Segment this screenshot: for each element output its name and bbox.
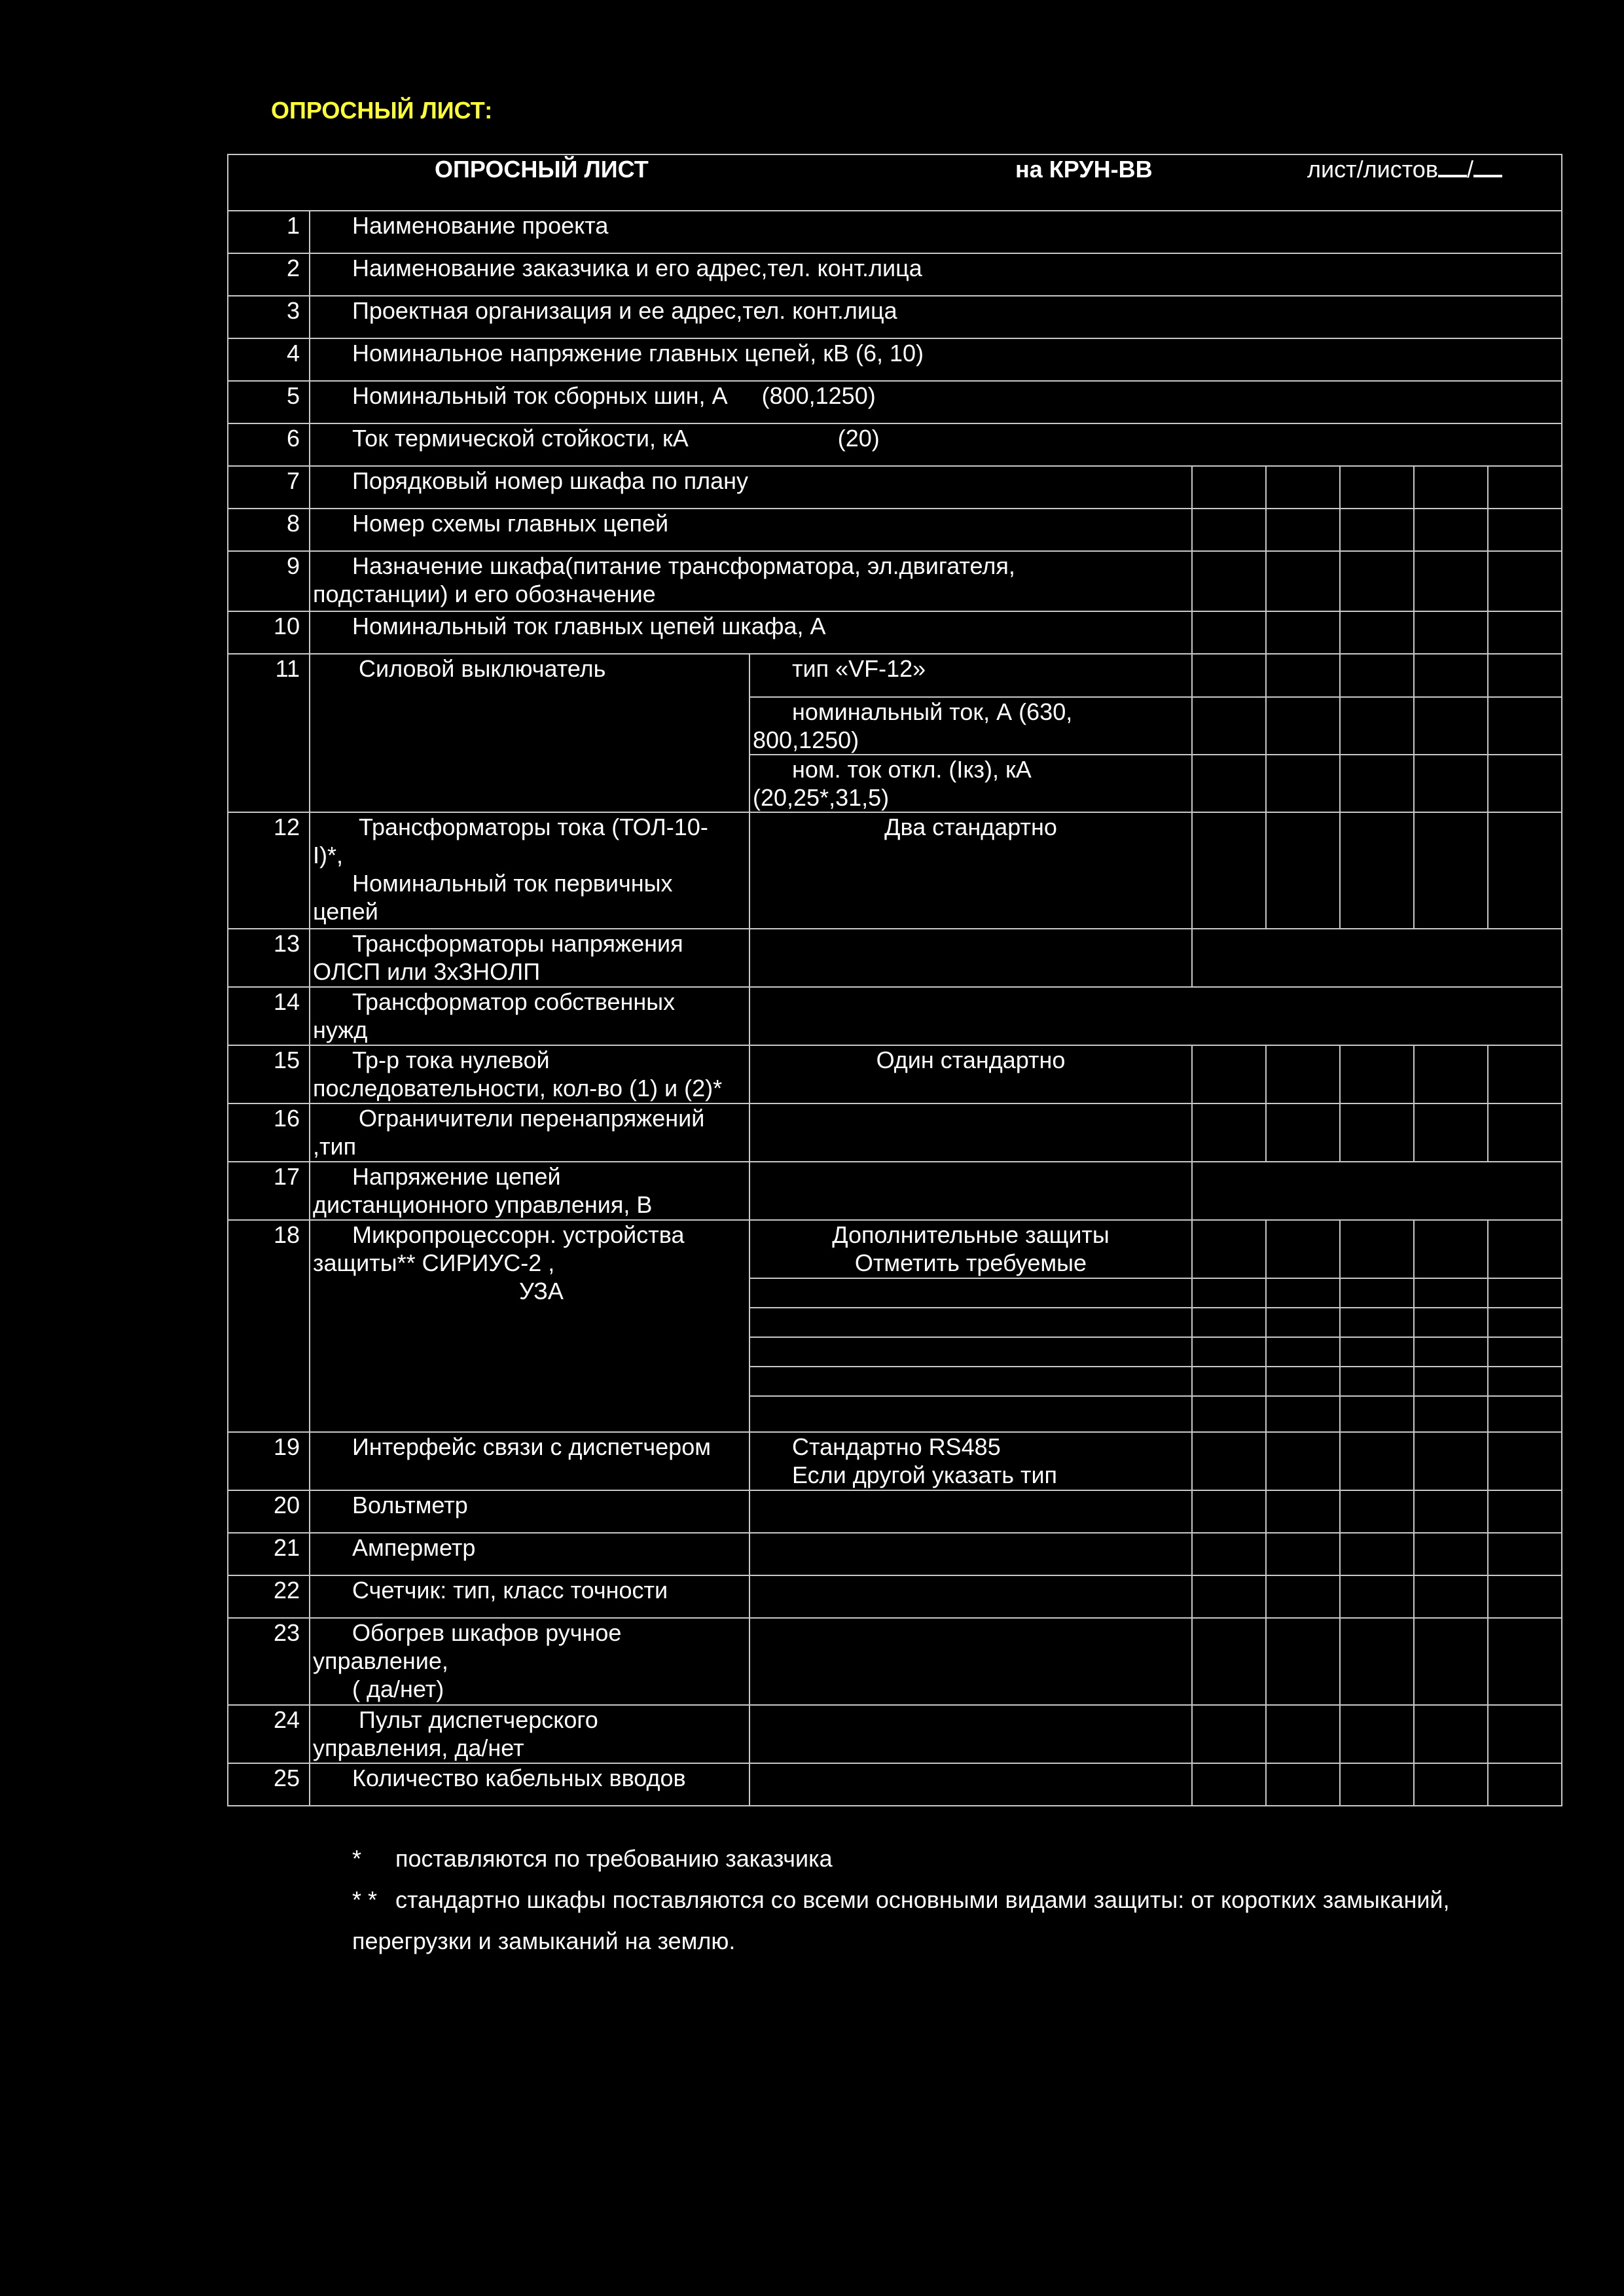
row-number: 2: [228, 253, 310, 296]
entry-cell[interactable]: [1340, 1763, 1414, 1806]
table-row: [228, 1618, 1562, 1705]
table-row: [228, 1432, 1562, 1490]
row-label: Счетчик: тип, класс точности: [352, 1577, 668, 1604]
protection-option-cell[interactable]: [749, 1278, 1192, 1308]
row-label: Наименование заказчика и его адрес,тел. конт.лица: [352, 255, 922, 281]
entry-cell[interactable]: [1192, 755, 1266, 812]
row-label: Амперметр: [352, 1534, 476, 1561]
table-row: [228, 296, 1562, 338]
table-row: [228, 551, 1562, 611]
entry-cell-wide[interactable]: [1192, 929, 1562, 987]
table-row: [228, 1103, 1562, 1162]
row-label-cell: [310, 1763, 749, 1806]
row-label: Силовой выключатель: [359, 655, 606, 682]
entry-cell[interactable]: [1340, 1220, 1414, 1278]
row-number: 8: [228, 509, 310, 551]
option-type: тип «VF-12»: [792, 655, 926, 682]
entry-cell[interactable]: [1340, 551, 1414, 611]
row-number: 21: [228, 1533, 310, 1575]
entry-cell[interactable]: [1414, 611, 1488, 654]
sheet-counter: [1307, 155, 1502, 183]
row-label-cell: [310, 812, 749, 929]
entry-cell[interactable]: [1488, 1367, 1562, 1396]
entry-cell[interactable]: [1266, 1103, 1340, 1162]
sheet-number-blank[interactable]: [1438, 155, 1467, 177]
entry-cell[interactable]: [1340, 755, 1414, 812]
table-row: [228, 654, 1562, 697]
entry-cell[interactable]: [1340, 1575, 1414, 1618]
row-label-line-2: управления, да/нет: [313, 1734, 524, 1761]
row-number: 23: [228, 1618, 310, 1705]
entry-cell[interactable]: [1414, 1396, 1488, 1432]
entry-cell[interactable]: [1266, 611, 1340, 654]
entry-cell[interactable]: [1192, 1490, 1266, 1533]
row-label-line-2: I)*,: [313, 842, 344, 869]
row-label-cell[interactable]: [310, 253, 1562, 296]
row-label-line-1: Пульт диспетчерского: [359, 1706, 598, 1733]
row-label-cell: [310, 1220, 749, 1432]
form-title: ОПРОСНЫЙ ЛИСТ: [435, 156, 649, 183]
entry-cell[interactable]: [1414, 755, 1488, 812]
entry-cell[interactable]: [1192, 1533, 1266, 1575]
table-row: [228, 1533, 1562, 1575]
table-row: [228, 381, 1562, 423]
row-label-cell: [310, 1618, 749, 1705]
row-label-cell[interactable]: [310, 296, 1562, 338]
row-label-line-1: Трансформаторы тока (ТОЛ-10-: [359, 814, 708, 840]
row-label: Интерфейс связи с диспетчером: [352, 1433, 711, 1460]
row-label-cell: [310, 466, 1192, 509]
entry-cell[interactable]: [1414, 551, 1488, 611]
entry-cell[interactable]: [1192, 1337, 1266, 1367]
entry-cell[interactable]: [1414, 509, 1488, 551]
entry-cell[interactable]: [1340, 1045, 1414, 1103]
option-breaking-current-line-2: (20,25*,31,5): [753, 784, 890, 811]
row-label-cell: [310, 611, 1192, 654]
entry-cell[interactable]: [1488, 1045, 1562, 1103]
footnote-mark: *: [352, 1845, 362, 1872]
entry-cell[interactable]: [1340, 1396, 1414, 1432]
row-number: 7: [228, 466, 310, 509]
row-number: 10: [228, 611, 310, 654]
entry-cell[interactable]: [1414, 1763, 1488, 1806]
entry-cell[interactable]: [1488, 1308, 1562, 1337]
table-row: [228, 466, 1562, 509]
questionnaire-table: [227, 154, 1562, 1806]
row-value: Один стандартно: [749, 1045, 1192, 1103]
entry-cell[interactable]: [1340, 1705, 1414, 1763]
entry-cell[interactable]: [1340, 1432, 1414, 1490]
entry-cell[interactable]: [1192, 509, 1266, 551]
row-number: 12: [228, 812, 310, 929]
entry-cell[interactable]: [1192, 654, 1266, 697]
entry-cell[interactable]: [1266, 466, 1340, 509]
row-label-cell: [310, 1490, 749, 1533]
entry-cell[interactable]: [1414, 812, 1488, 929]
row-label-line-1: Ограничители перенапряжений: [359, 1105, 705, 1132]
entry-cell[interactable]: [1340, 509, 1414, 551]
option-breaking-current-line-1: ном. ток откл. (Iкз), кА: [792, 756, 1032, 783]
entry-cell[interactable]: [1192, 1705, 1266, 1763]
entry-cell[interactable]: [1414, 654, 1488, 697]
entry-cell[interactable]: [1488, 551, 1562, 611]
value-entry-cell[interactable]: [749, 929, 1192, 987]
entry-cell[interactable]: [1192, 611, 1266, 654]
row-number: 11: [228, 654, 310, 812]
table-row: [228, 1575, 1562, 1618]
entry-cell[interactable]: [1192, 1618, 1266, 1705]
table-row: [228, 253, 1562, 296]
entry-cell[interactable]: [1340, 697, 1414, 755]
entry-cell[interactable]: [1340, 611, 1414, 654]
row-value: (20): [837, 425, 880, 452]
row-label: Номинальный ток главных цепей шкафа, А: [352, 613, 826, 639]
entry-cell[interactable]: [1488, 1396, 1562, 1432]
entry-cell[interactable]: [1266, 1432, 1340, 1490]
row-value: Два стандартно: [749, 812, 1192, 929]
table-header: [228, 154, 1562, 211]
entry-cell[interactable]: [1340, 1490, 1414, 1533]
entry-cell[interactable]: [1266, 1308, 1340, 1337]
protection-option-cell[interactable]: [749, 1308, 1192, 1337]
row-label-cell: [310, 1705, 749, 1763]
row-label-line-2: защиты** СИРИУС-2 ,: [313, 1249, 555, 1276]
table-row: [228, 812, 1562, 929]
row-label-line-1: Трансформаторы напряжения: [352, 930, 683, 957]
entry-cell[interactable]: [1192, 1220, 1266, 1278]
option-rated-current-line-2: 800,1250): [753, 726, 859, 753]
table-row: [228, 211, 1562, 253]
entry-cell[interactable]: [1414, 1045, 1488, 1103]
entry-cell[interactable]: [1340, 1367, 1414, 1396]
row-label-cell[interactable]: [310, 338, 1562, 381]
option-cell: [749, 755, 1192, 812]
row-label-line-2: ,тип: [313, 1133, 357, 1160]
table-row: [228, 509, 1562, 551]
entry-cell[interactable]: [1192, 1308, 1266, 1337]
entry-cell[interactable]: [1266, 551, 1340, 611]
row-number: 4: [228, 338, 310, 381]
row-number: 6: [228, 423, 310, 466]
row-label-cell[interactable]: [310, 423, 1562, 466]
row-label-cell: [310, 1103, 749, 1162]
entry-cell[interactable]: [1266, 1575, 1340, 1618]
value-entry-cell[interactable]: [749, 1705, 1192, 1763]
protection-option-cell[interactable]: [749, 1396, 1192, 1432]
row-number: 3: [228, 296, 310, 338]
entry-cell[interactable]: [1414, 1533, 1488, 1575]
entry-cell[interactable]: [1266, 697, 1340, 755]
entry-cell[interactable]: [1266, 509, 1340, 551]
row-label: Вольтметр: [352, 1492, 468, 1518]
entry-cell[interactable]: [1488, 1432, 1562, 1490]
value-entry-cell[interactable]: [749, 1103, 1192, 1162]
entry-cell[interactable]: [1488, 812, 1562, 929]
row-number: 22: [228, 1575, 310, 1618]
entry-cell[interactable]: [1488, 466, 1562, 509]
page-heading: ОПРОСНЫЙ ЛИСТ:: [271, 97, 493, 124]
entry-cell[interactable]: [1488, 1220, 1562, 1278]
row-label: Номинальный ток сборных шин, А: [352, 382, 728, 409]
entry-cell[interactable]: [1340, 1278, 1414, 1308]
entry-cell[interactable]: [1266, 1490, 1340, 1533]
footnote-2: [352, 1879, 1450, 1920]
entry-cell[interactable]: [1488, 1533, 1562, 1575]
entry-cell[interactable]: [1192, 1103, 1266, 1162]
entry-cell[interactable]: [1266, 1045, 1340, 1103]
row-number: 5: [228, 381, 310, 423]
entry-cell[interactable]: [1488, 755, 1562, 812]
entry-cell[interactable]: [1192, 1045, 1266, 1103]
entry-cell-wide[interactable]: [1192, 1162, 1562, 1220]
row-value-line-1: Дополнительные защиты: [832, 1221, 1110, 1248]
table-row: [228, 1220, 1562, 1278]
row-value: (800,1250): [761, 382, 876, 409]
entry-cell[interactable]: [1488, 1575, 1562, 1618]
row-label-cell: [310, 929, 749, 987]
footnote-2-continued: перегрузки и замыканий на землю.: [352, 1928, 736, 1954]
entry-cell[interactable]: [1192, 697, 1266, 755]
entry-cell[interactable]: [1488, 1490, 1562, 1533]
entry-cell[interactable]: [1192, 1367, 1266, 1396]
row-value-line-2: Если другой указать тип: [792, 1462, 1058, 1488]
value-entry-cell[interactable]: [749, 1763, 1192, 1806]
entry-cell[interactable]: [1192, 551, 1266, 611]
entry-cell[interactable]: [1488, 611, 1562, 654]
row-label-line-2: ОЛСП или 3хЗНОЛП: [313, 958, 541, 985]
form-subject: на КРУН-ВВ: [1015, 156, 1153, 183]
entry-cell[interactable]: [1414, 466, 1488, 509]
entry-cell[interactable]: [1340, 1103, 1414, 1162]
entry-cell[interactable]: [1192, 1432, 1266, 1490]
entry-cell[interactable]: [1192, 1763, 1266, 1806]
row-label-line-2: нужд: [313, 1016, 368, 1043]
entry-cell[interactable]: [1266, 1396, 1340, 1432]
entry-cell[interactable]: [1414, 1618, 1488, 1705]
entry-cell-wide[interactable]: [749, 987, 1562, 1045]
row-label-line-2: подстанции) и его обозначение: [313, 581, 656, 607]
table-row: [228, 338, 1562, 381]
row-number: 1: [228, 211, 310, 253]
table-row: [228, 423, 1562, 466]
entry-cell[interactable]: [1340, 1618, 1414, 1705]
entry-cell[interactable]: [1488, 1337, 1562, 1367]
row-value-line-1: Стандартно RS485: [792, 1433, 1001, 1460]
entry-cell[interactable]: [1340, 1337, 1414, 1367]
row-value-line-2: Отметить требуемые: [854, 1249, 1087, 1276]
entry-cell[interactable]: [1488, 1278, 1562, 1308]
row-label-line-1: Трансформатор собственных: [352, 988, 676, 1015]
row-label: Проектная организация и ее адрес,тел. конт.лица: [352, 297, 897, 324]
footnote-text: стандартно шкафы поставляются со всеми основными видами защиты: от коротких замыканий,: [395, 1886, 1450, 1913]
entry-cell[interactable]: [1192, 466, 1266, 509]
entry-cell[interactable]: [1266, 1220, 1340, 1278]
row-number: 14: [228, 987, 310, 1045]
entry-cell[interactable]: [1266, 1705, 1340, 1763]
sheet-counter-separator: /: [1466, 156, 1473, 183]
entry-cell[interactable]: [1266, 1533, 1340, 1575]
entry-cell[interactable]: [1414, 1367, 1488, 1396]
entry-cell[interactable]: [1488, 697, 1562, 755]
entry-cell[interactable]: [1192, 1575, 1266, 1618]
row-label-line-4: цепей: [313, 898, 378, 925]
row-label-cell: [310, 654, 749, 812]
row-label-line-2: управление,: [313, 1647, 448, 1674]
entry-cell[interactable]: [1414, 1308, 1488, 1337]
entry-cell[interactable]: [1266, 1367, 1340, 1396]
entry-cell[interactable]: [1340, 812, 1414, 929]
row-label-cell: [310, 1045, 749, 1103]
row-label-line-1: Микропроцессорн. устройства: [352, 1221, 685, 1248]
row-label-cell: [310, 1432, 749, 1490]
row-label-line-1: Назначение шкафа(питание трансформатора, эл.двигателя,: [352, 552, 1015, 579]
option-rated-current-line-1: номинальный ток, А (630,: [792, 698, 1073, 725]
row-number: 15: [228, 1045, 310, 1103]
row-label-line-2: последовательности, кол-во (1) и (2)*: [313, 1075, 723, 1102]
entry-cell[interactable]: [1266, 755, 1340, 812]
entry-cell[interactable]: [1414, 1220, 1488, 1278]
row-number: 18: [228, 1220, 310, 1432]
value-entry-cell[interactable]: [749, 1575, 1192, 1618]
row-number: 24: [228, 1705, 310, 1763]
row-label-cell: [310, 551, 1192, 611]
entry-cell[interactable]: [1340, 654, 1414, 697]
entry-cell[interactable]: [1414, 1490, 1488, 1533]
row-label-cell: [310, 509, 1192, 551]
row-label-cell[interactable]: [310, 211, 1562, 253]
row-value-cell: [749, 1432, 1192, 1490]
entry-cell[interactable]: [1340, 466, 1414, 509]
footnote-text: поставляются по требованию заказчика: [395, 1845, 833, 1872]
row-number: 25: [228, 1763, 310, 1806]
sheet-total-blank[interactable]: [1473, 155, 1502, 177]
table-row: [228, 611, 1562, 654]
row-label: Номинальное напряжение главных цепей, кВ (6, 10): [352, 340, 924, 367]
row-number: 17: [228, 1162, 310, 1220]
entry-cell[interactable]: [1266, 654, 1340, 697]
table-row: [228, 1490, 1562, 1533]
row-number: 13: [228, 929, 310, 987]
entry-cell[interactable]: [1266, 1618, 1340, 1705]
row-label-line-3: Номинальный ток первичных: [352, 870, 673, 897]
value-entry-cell[interactable]: [749, 1618, 1192, 1705]
entry-cell[interactable]: [1192, 1278, 1266, 1308]
row-number: 16: [228, 1103, 310, 1162]
entry-cell[interactable]: [1488, 509, 1562, 551]
entry-cell[interactable]: [1414, 1432, 1488, 1490]
row-number: 19: [228, 1432, 310, 1490]
entry-cell[interactable]: [1488, 654, 1562, 697]
row-label-line-1: Напряжение цепей: [352, 1163, 561, 1190]
entry-cell[interactable]: [1266, 812, 1340, 929]
row-label: Номер схемы главных цепей: [352, 510, 669, 537]
entry-cell[interactable]: [1414, 1337, 1488, 1367]
option-cell: [749, 654, 1192, 697]
row-label: Количество кабельных вводов: [352, 1765, 686, 1791]
entry-cell[interactable]: [1192, 812, 1266, 929]
footnote-mark: * *: [352, 1886, 378, 1913]
table-header-row: [228, 154, 1562, 211]
row-number: 20: [228, 1490, 310, 1533]
row-label-line-1: Тр-р тока нулевой: [352, 1047, 550, 1073]
row-label: Наименование проекта: [352, 212, 609, 239]
footnotes: [352, 1838, 1450, 1962]
entry-cell[interactable]: [1414, 1103, 1488, 1162]
sheet-counter-label: лист/листов: [1307, 156, 1438, 183]
table-row: [228, 929, 1562, 987]
entry-cell[interactable]: [1266, 1763, 1340, 1806]
entry-cell[interactable]: [1488, 1705, 1562, 1763]
row-label-cell: [310, 1162, 749, 1220]
entry-cell[interactable]: [1488, 1763, 1562, 1806]
entry-cell[interactable]: [1266, 1278, 1340, 1308]
additional-protections-header: [749, 1220, 1192, 1278]
row-label-line-2: дистанционного управления, В: [313, 1191, 653, 1218]
footnote-1: [352, 1838, 1450, 1879]
entry-cell[interactable]: [1192, 1396, 1266, 1432]
row-label: Порядковый номер шкафа по плану: [352, 467, 749, 494]
entry-cell[interactable]: [1488, 1618, 1562, 1705]
table-row: [228, 987, 1562, 1045]
entry-cell[interactable]: [1266, 1337, 1340, 1367]
entry-cell[interactable]: [1340, 1533, 1414, 1575]
row-label-line-3: ( да/нет): [352, 1676, 444, 1702]
table-row: [228, 1045, 1562, 1103]
row-label-cell: [310, 987, 749, 1045]
row-label-cell: [310, 1533, 749, 1575]
protection-option-cell[interactable]: [749, 1367, 1192, 1396]
entry-cell[interactable]: [1488, 1103, 1562, 1162]
row-label: Ток термической стойкости, кА: [352, 425, 689, 452]
entry-cell[interactable]: [1414, 1575, 1488, 1618]
entry-cell[interactable]: [1340, 1308, 1414, 1337]
protection-option-cell[interactable]: [749, 1337, 1192, 1367]
table-row: [228, 1162, 1562, 1220]
table-row: [228, 1705, 1562, 1763]
entry-cell[interactable]: [1414, 1705, 1488, 1763]
value-entry-cell[interactable]: [749, 1490, 1192, 1533]
option-cell: [749, 697, 1192, 755]
row-label-line-3: УЗА: [519, 1278, 564, 1304]
value-entry-cell[interactable]: [749, 1162, 1192, 1220]
entry-cell[interactable]: [1414, 1278, 1488, 1308]
row-number: 9: [228, 551, 310, 611]
entry-cell[interactable]: [1414, 697, 1488, 755]
row-label-cell: [310, 1575, 749, 1618]
table-row: [228, 1763, 1562, 1806]
value-entry-cell[interactable]: [749, 1533, 1192, 1575]
row-label-line-1: Обогрев шкафов ручное: [352, 1619, 622, 1646]
row-label-cell[interactable]: [310, 381, 1562, 423]
